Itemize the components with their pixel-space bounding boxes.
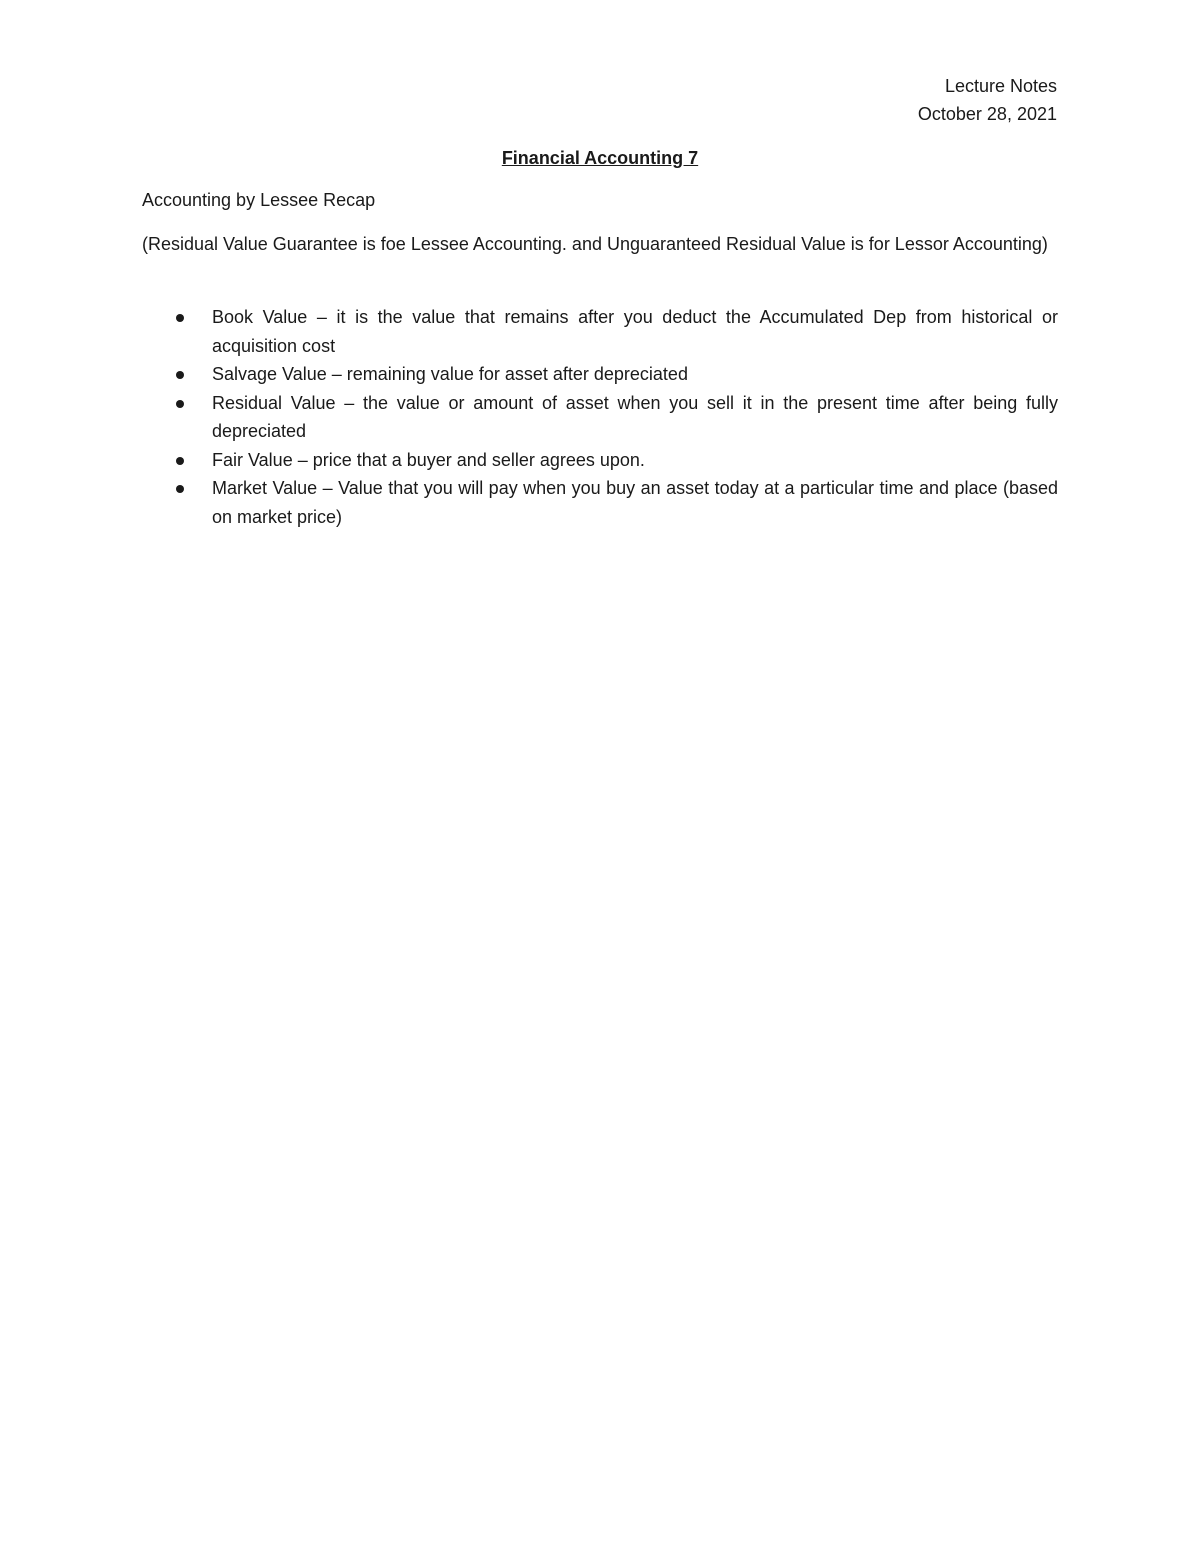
bullet-icon [176, 485, 184, 493]
list-item-text: Salvage Value – remaining value for asset after depreciated [212, 364, 688, 384]
list-item [142, 389, 1058, 446]
list-item-text: Residual Value – the value or amount of asset when you sell it in the present time after being fully depreciated [212, 392, 1058, 441]
bullet-icon [176, 314, 184, 322]
definitions-list [142, 303, 1058, 531]
bullet-icon [176, 400, 184, 408]
bullet-icon [176, 457, 184, 465]
document-title: Financial Accounting 7 [501, 148, 699, 168]
header-date: October 28, 2021 [917, 104, 1057, 124]
section-subtitle: Accounting by Lessee Recap [142, 190, 376, 210]
bullet-icon [176, 371, 184, 379]
list-item-text: Market Value – Value that you will pay when you buy an asset today at a particular time and place (based on market price) [212, 478, 1058, 527]
residual-value-note: (Residual Value Guarantee is foe Lessee Accounting. and Unguaranteed Residual Value is for Lessor Accounting) [142, 234, 1048, 254]
list-item-text: Book Value – it is the value that remains after you deduct the Accumulated Dep from historical or acquisition cost [212, 307, 1058, 356]
header-line-1: Lecture Notes [944, 76, 1057, 96]
list-item [142, 474, 1058, 531]
header-block [918, 72, 1057, 128]
list-item [142, 446, 1058, 475]
list-item [142, 360, 1058, 389]
list-item [142, 303, 1058, 360]
list-item-text: Fair Value – price that a buyer and seller agrees upon. [212, 449, 645, 470]
